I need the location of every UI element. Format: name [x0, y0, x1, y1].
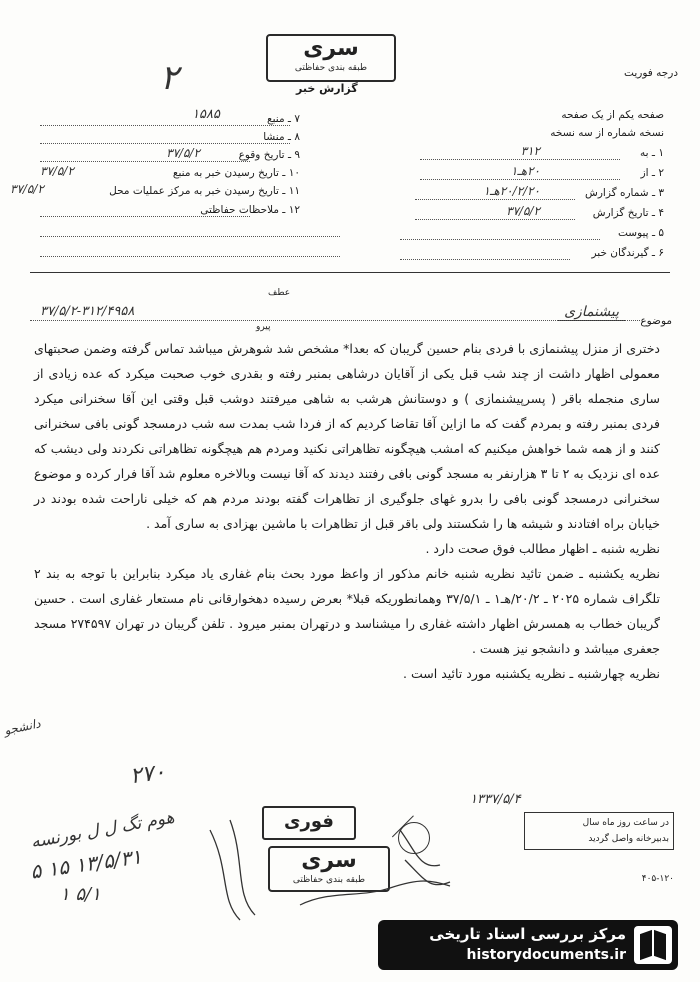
field-report-date-label: ۴ ـ تاریخ گزارش — [592, 207, 664, 219]
field-report-no-dots — [415, 199, 575, 200]
field-source-value: ۱۵۸۵ — [192, 107, 220, 122]
field-extra-dots-2 — [40, 256, 340, 257]
receipt-row-2: بدبیرخانه واصل گردید — [588, 834, 669, 844]
page-number-hand: ۲ — [160, 58, 179, 98]
field-report-date-value: ۳۷/۵/۲ — [506, 204, 540, 218]
field-attachment-label: ۵ ـ پیوست — [617, 227, 664, 239]
left-hand-note-3: ۱ ۵/۱ — [60, 884, 101, 905]
field-to-source-date-value: ۳۷/۵/۲ — [40, 164, 74, 178]
field-origin-dots — [40, 143, 290, 144]
receipt-row-1: در ساعت روز ماه سال — [582, 818, 669, 828]
left-hand-note-2: ۵ ۱۵ ۱۳/۵/۳۱ — [28, 844, 144, 884]
field-event-date-label: ۹ ـ تاریخ وقوع — [238, 149, 300, 161]
field-security-notes-dots — [40, 216, 250, 217]
priority-label: درجه فوریت — [624, 67, 678, 79]
ref-label-top: عطف — [268, 288, 291, 298]
body-paragraph-1: دختری از منزل پیشنمازی با فردی بنام حسین گریبان که بعدا* مشخص شد شوهرش میباشد تماس گرفته وضمن صحبتهای معمولی اظهار داشت از چند شب قبل یکی از آقایان درشاهی بمنبر رفته و بقدری خوب صحبت میکرد که عده زیادی از ساری منجمله باقر ( پسرپیشنمازی ) و دوستانش هرشب به شاهی میرفتند دوشب قبل وقتی این آقا سخنرانی میکرد فردی بمنبر رفته و بمردم گفت که ما ازاین آقا تقاضا کردیم که از فردا شب بمدت سه شب درمسجد گونی بافی سخنرانی کنند و از همه شما خواهش میکنیم که امشب هیچگونه تظاهراتی نکنید ومردم هم هیچگونه تظاهراتی نکردند ولی دیشب که عده ای نزدیک به ۲ تا ۳ هزارنفر به مسجد گونی بافی رفتند دیدند که آقا نیست وبالاخره معلوم شد آقا فرار کرده و موضوع سخنرانی درمسجد گونی بافی را بدرو غهای جلوگیری از تظاهرات گفته بودند مردم هم که خیلی ناراحت شده بودند در خیابان براه افتادند و شیشه ها را شکستند ولی باقر قبل از تظاهرات با ماشین بهزادی به ساری آمد . — [34, 341, 660, 531]
field-to-source-date-label: ۱۰ ـ تاریخ رسیدن خبر به منبع — [172, 167, 300, 179]
report-title: گزارش خبر — [296, 82, 358, 95]
brand-logo-icon — [634, 926, 672, 964]
receipt-box — [524, 812, 674, 850]
field-from-value: ۲۰هـ۱ — [510, 164, 540, 178]
field-report-no-label: ۳ ـ شماره گزارش — [585, 187, 664, 199]
header-rule — [30, 272, 670, 273]
field-to-label: ۱ ـ به — [640, 147, 664, 159]
subject-dots — [30, 320, 640, 321]
field-to-dots — [420, 159, 620, 160]
ref-value: ۳۷/۵/۲-۳۱۲/۴۹۵۸ — [40, 304, 135, 319]
field-source-dots — [40, 125, 290, 126]
secret-stamp-sub: طبقه بندی حفاظتی — [294, 63, 368, 73]
field-event-date-value: ۳۷/۵/۲ — [166, 146, 200, 160]
copy-of-line: نسخه شماره از سه نسخه — [550, 127, 664, 139]
field-event-date-dots — [40, 161, 250, 162]
form-code: ۴۰۵-۱۲۰ — [641, 874, 674, 884]
brand-url: historydocuments.ir — [466, 947, 626, 963]
ref-label-sub: پیرو — [256, 322, 271, 332]
field-extra-dots-1 — [40, 236, 340, 237]
left-hand-note-1: هوم تگ ل ل بورنسه — [29, 807, 176, 853]
handwritten-signatures — [200, 810, 460, 930]
field-recipients-dots — [400, 259, 570, 260]
brand-watermark — [378, 920, 678, 970]
field-to-center-date-label: ۱۱ ـ تاریخ رسیدن خبر به مرکز عملیات محل — [109, 185, 300, 197]
hand-note-top: ۲۷۰ — [128, 759, 168, 790]
field-security-notes-label: ۱۲ ـ ملاحظات حفاظتی — [200, 204, 300, 216]
field-attachment-dots — [400, 239, 600, 240]
body-paragraph-3: نظریه یکشنبه ـ ضمن تائید نظریه شنبه خانم مذکور از واعظ مورد بحث بنام غفاری یاد میکرد بنابراین با توجه به بند ۲ تلگراف شماره ۲۰۲۵ ـ ۲۰/۲/هـ۱ ـ ۳۷/۵/۱ وهمانطوریکه قبلا* بعرض رسیده دهخوارقانی نام مستعار غفاری است . حسین گریبان خطاب به همسرش اظهار داشته غفاری را میشناسد و درتهران بمنبر میرود . تلفن گریبان در تهران ۲۷۴۵۹۷ مسجد جعفری میباشد و دانشجو نیز هست . — [34, 566, 661, 656]
subject-label: موضوع — [640, 315, 672, 327]
body-paragraph-2: نظریه شنبه ـ اظهار مطالب فوق صحت دارد . — [425, 541, 660, 556]
report-body — [34, 336, 660, 686]
brand-name: مرکز بررسی اسناد تاریخی — [429, 925, 626, 943]
urgent-stamp-text: فوری — [284, 811, 334, 832]
field-report-date-dots — [415, 219, 575, 220]
secret-stamp-bottom-text: سری — [301, 848, 357, 873]
field-report-no-value: ۲۰/۲/۲۰هـ۱ — [483, 184, 540, 198]
field-to-value: ۳۱۲ — [520, 144, 540, 158]
date-handwritten: ۱۳۳۷/۵/۴ — [470, 792, 521, 807]
secret-stamp-text: سری — [303, 36, 359, 61]
margin-handwriting: دانشجو — [2, 716, 42, 738]
subject-value: پیشنمازی — [558, 304, 625, 321]
body-paragraph-4: نظریه چهارشنبه ـ نظریه یکشنبه مورد تائید است . — [403, 666, 660, 681]
field-recipients-label: ۶ ـ گیرندگان خبر — [591, 247, 664, 259]
field-to-center-date-value: ۳۷/۵/۲ — [10, 182, 44, 196]
secret-stamp-bottom-sub: طبقه بندی حفاظتی — [292, 875, 366, 885]
field-source-label: ۷ ـ منبع — [267, 113, 300, 125]
field-origin-label: ۸ ـ منشا — [263, 131, 300, 143]
field-from-label: ۲ ـ از — [640, 167, 664, 179]
page-of-line: صفحه یکم از یک صفحه — [561, 109, 664, 121]
field-from-dots — [420, 179, 620, 180]
secret-stamp — [266, 34, 396, 82]
